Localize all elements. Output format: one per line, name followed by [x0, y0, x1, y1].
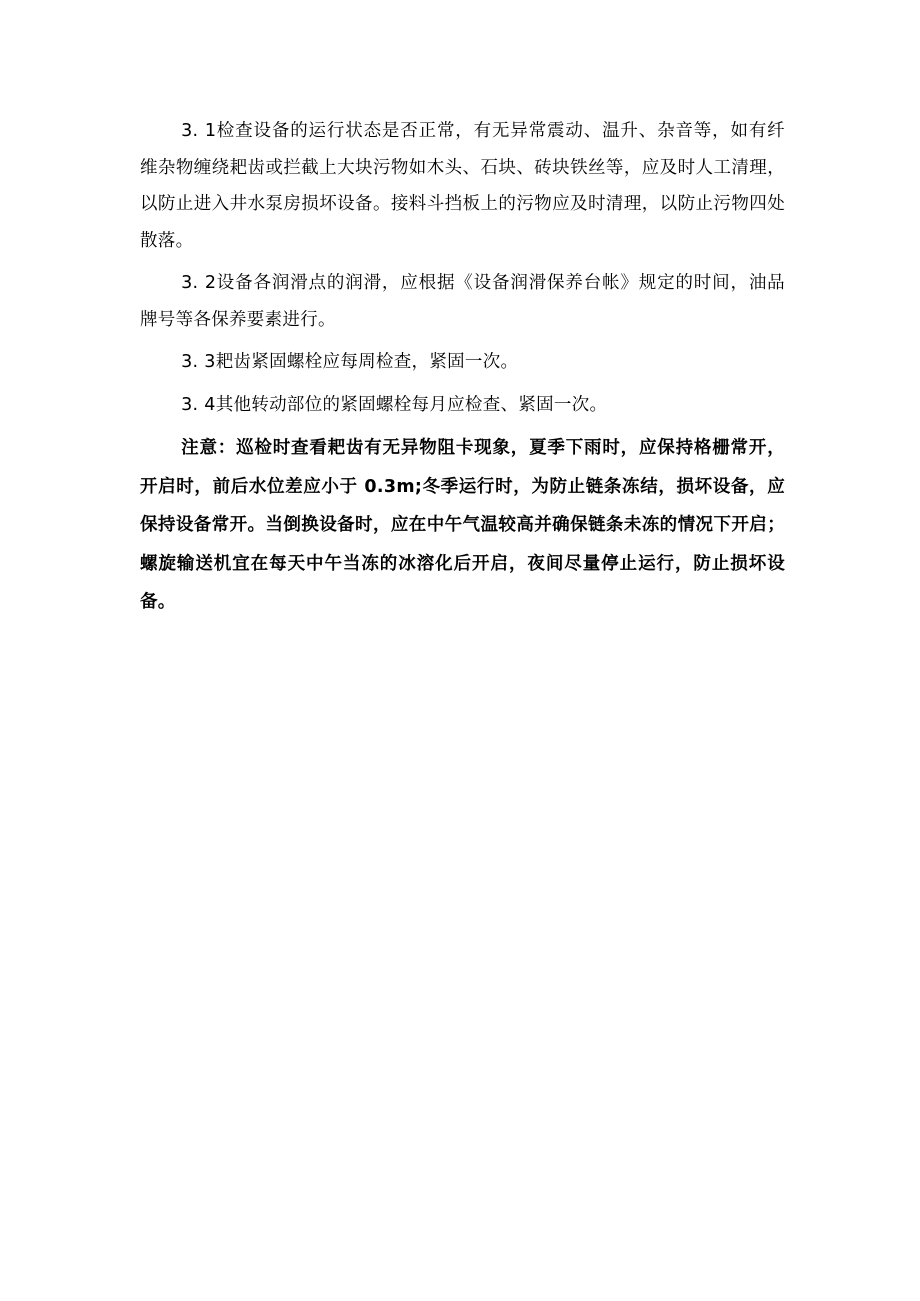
note-paragraph: 注意：巡检时查看耙齿有无异物阻卡现象，夏季下雨时，应保持格栅常开，开启时，前后水位差应小于 0.3m;冬季运行时，为防止链条冻结，损坏设备，应保持设备常开。当倒换设备时，应在中午气温较高并确保链条未冻的情况下开启；螺旋输送机宜在每天中午当冻的冰溶化后开启，夜间尽量停止运行，防止损坏设备。 [140, 438, 785, 612]
paragraph-3-1: 3. 1检查设备的运行状态是否正常，有无异常震动、温升、杂音等，如有纤维杂物缠绕耙齿或拦截上大块污物如木头、石块、砖块铁丝等，应及时人工清理，以防止进入井水泵房损坏设备。接料斗挡板上的污物应及时清理，以防止污物四处散落。 [140, 121, 785, 251]
paragraph-3-3: 3. 3耙齿紧固螺栓应每周检查，紧固一次。 [181, 352, 519, 372]
document-body [140, 113, 785, 622]
paragraph-3-4: 3. 4其他转动部位的紧固螺栓每月应检查、紧固一次。 [181, 394, 608, 415]
paragraph-3-2: 3. 2设备各润滑点的润滑，应根据《设备润滑保养台帐》规定的时间，油品牌号等各保养要素进行。 [140, 273, 785, 330]
